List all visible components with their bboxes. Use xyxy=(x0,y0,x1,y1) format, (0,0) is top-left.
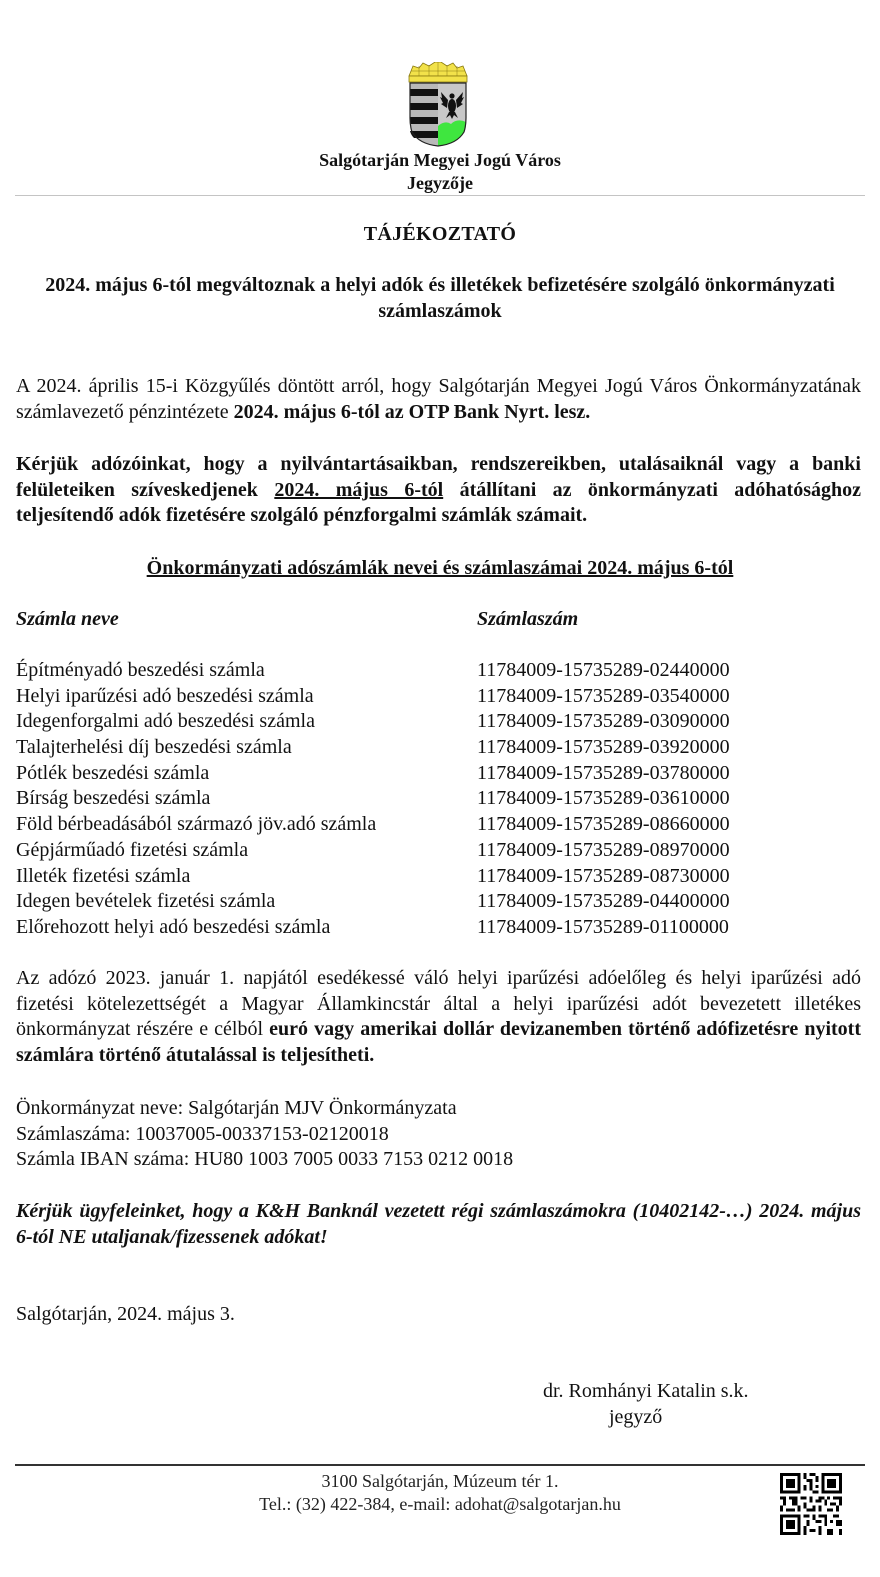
signature-name: dr. Romhányi Katalin s.k. xyxy=(543,1380,749,1402)
table-row xyxy=(16,915,866,941)
table-row xyxy=(16,684,866,710)
account-name: Bírság beszedési számla xyxy=(16,787,211,810)
date-place: Salgótarján, 2024. május 3. xyxy=(16,1303,235,1325)
request-paragraph xyxy=(16,452,861,529)
table-row xyxy=(16,812,866,838)
document-title: TÁJÉKOZTATÓ xyxy=(363,223,517,245)
treasury-account-name: Önkormányzat neve: Salgótarján MJV Önkormányzata xyxy=(16,1097,457,1119)
column-header-account-name: Számla neve xyxy=(16,608,119,630)
table-row xyxy=(16,838,866,864)
accounts-table xyxy=(16,606,866,941)
table-row xyxy=(16,658,866,684)
coat-of-arms-icon xyxy=(405,62,471,148)
table-row xyxy=(16,735,866,761)
organization-name: Salgótarján Megyei Jogú Város xyxy=(319,150,561,170)
account-number: 11784009-15735289-03090000 xyxy=(477,710,730,733)
table-row xyxy=(16,889,866,915)
qr-code-icon xyxy=(779,1473,843,1535)
account-name: Helyi iparűzési adó beszedési számla xyxy=(16,684,314,707)
signature-role: jegyző xyxy=(609,1406,663,1428)
account-number: 11784009-15735289-08970000 xyxy=(477,838,730,861)
account-name: Illeték fizetési számla xyxy=(16,864,191,887)
table-row xyxy=(16,709,866,735)
account-number: 11784009-15735289-08660000 xyxy=(477,813,730,836)
account-name: Idegenforgalmi adó beszedési számla xyxy=(16,710,315,733)
column-header-account-number: Számlaszám xyxy=(477,608,579,630)
organization-subtitle: Jegyzője xyxy=(407,173,473,193)
treasury-account-block xyxy=(16,1096,861,1173)
table-row xyxy=(16,864,866,890)
account-number: 11784009-15735289-08730000 xyxy=(477,864,730,887)
foreign-currency-text: Az adózó 2023. január 1. napjától esedékessé váló helyi iparűzési adóelőleg és helyi iparűzési adó fizetési kötelezettségét a Magyar Államkincstár által a helyi iparűzési adót bevezetett illetékes önkormányzat részére e célból xyxy=(16,967,861,1041)
intro-bold-text: 2024. május 6-tól az OTP Bank Nyrt. lesz. xyxy=(233,400,591,423)
table-row xyxy=(16,786,866,812)
footer-address: 3100 Salgótarján, Múzeum tér 1. xyxy=(321,1471,559,1491)
footer-divider xyxy=(15,1464,865,1466)
account-name: Idegen bevételek fizetési számla xyxy=(16,890,276,913)
treasury-account-iban: Számla IBAN száma: HU80 1003 7005 0033 7153 0212 0018 xyxy=(16,1148,514,1171)
table-row xyxy=(16,761,866,787)
request-text-1: Kérjük adózóinkat, hogy a nyilvántartásaikban, rendszereikben, utalásaiknál vagy a banki felületeiken szíveskedjenek xyxy=(16,453,861,501)
account-name: Gépjárműadó fizetési számla xyxy=(16,838,249,861)
account-number: 11784009-15735289-02440000 xyxy=(477,659,730,681)
foreign-currency-paragraph xyxy=(16,966,861,1069)
account-name: Föld bérbeadásából származó jöv.adó számla xyxy=(16,813,377,836)
accounts-table-header xyxy=(16,606,866,632)
account-number: 11784009-15735289-03780000 xyxy=(477,761,730,784)
request-text-2: átállítani az önkormányzati adóhatósághoz teljesítendő adók fizetésére szolgáló pénzforgalmi számlák számait. xyxy=(16,478,861,527)
foreign-currency-bold-text: euró vagy amerikai dollár devizanemben történő adófizetésre nyitott számlára történő átutalással is teljesítheti. xyxy=(16,1018,861,1067)
footer-contact: Tel.: (32) 422-384, e-mail: adohat@salgotarjan.hu xyxy=(259,1494,621,1514)
warning-paragraph: Kérjük ügyfeleinket, hogy a K&H Banknál vezetett régi számlaszámokra (10402142-…) 2024. május 6-tól NE utaljanak/fizessenek adókat! xyxy=(16,1200,861,1248)
account-number: 11784009-15735289-03610000 xyxy=(477,787,730,810)
account-name: Építményadó beszedési számla xyxy=(16,659,265,681)
account-number: 11784009-15735289-03540000 xyxy=(477,684,730,707)
intro-text: A 2024. április 15-i Közgyűlés döntött arról, hogy Salgótarján Megyei Jogú Város Önkormányzatának számlavezető pénzintézete xyxy=(16,375,861,423)
intro-paragraph xyxy=(16,374,861,425)
account-name: Talajterhelési díj beszedési számla xyxy=(16,736,292,759)
account-name: Előrehozott helyi adó beszedési számla xyxy=(16,915,331,938)
document-subtitle: 2024. május 6-tól megváltoznak a helyi adók és illetékek befizetésére szolgáló önkormányzati számlaszámok xyxy=(45,274,835,322)
account-number: 11784009-15735289-01100000 xyxy=(477,915,729,938)
account-number: 11784009-15735289-03920000 xyxy=(477,736,730,759)
request-underlined-date: 2024. május 6-tól xyxy=(274,478,444,501)
account-number: 11784009-15735289-04400000 xyxy=(477,890,730,913)
accounts-heading: Önkormányzati adószámlák nevei és számlaszámai 2024. május 6-tól xyxy=(146,557,734,579)
header-divider xyxy=(15,195,865,196)
account-name: Pótlék beszedési számla xyxy=(16,761,210,784)
treasury-account-number: Számlaszáma: 10037005-00337153-02120018 xyxy=(16,1122,389,1145)
